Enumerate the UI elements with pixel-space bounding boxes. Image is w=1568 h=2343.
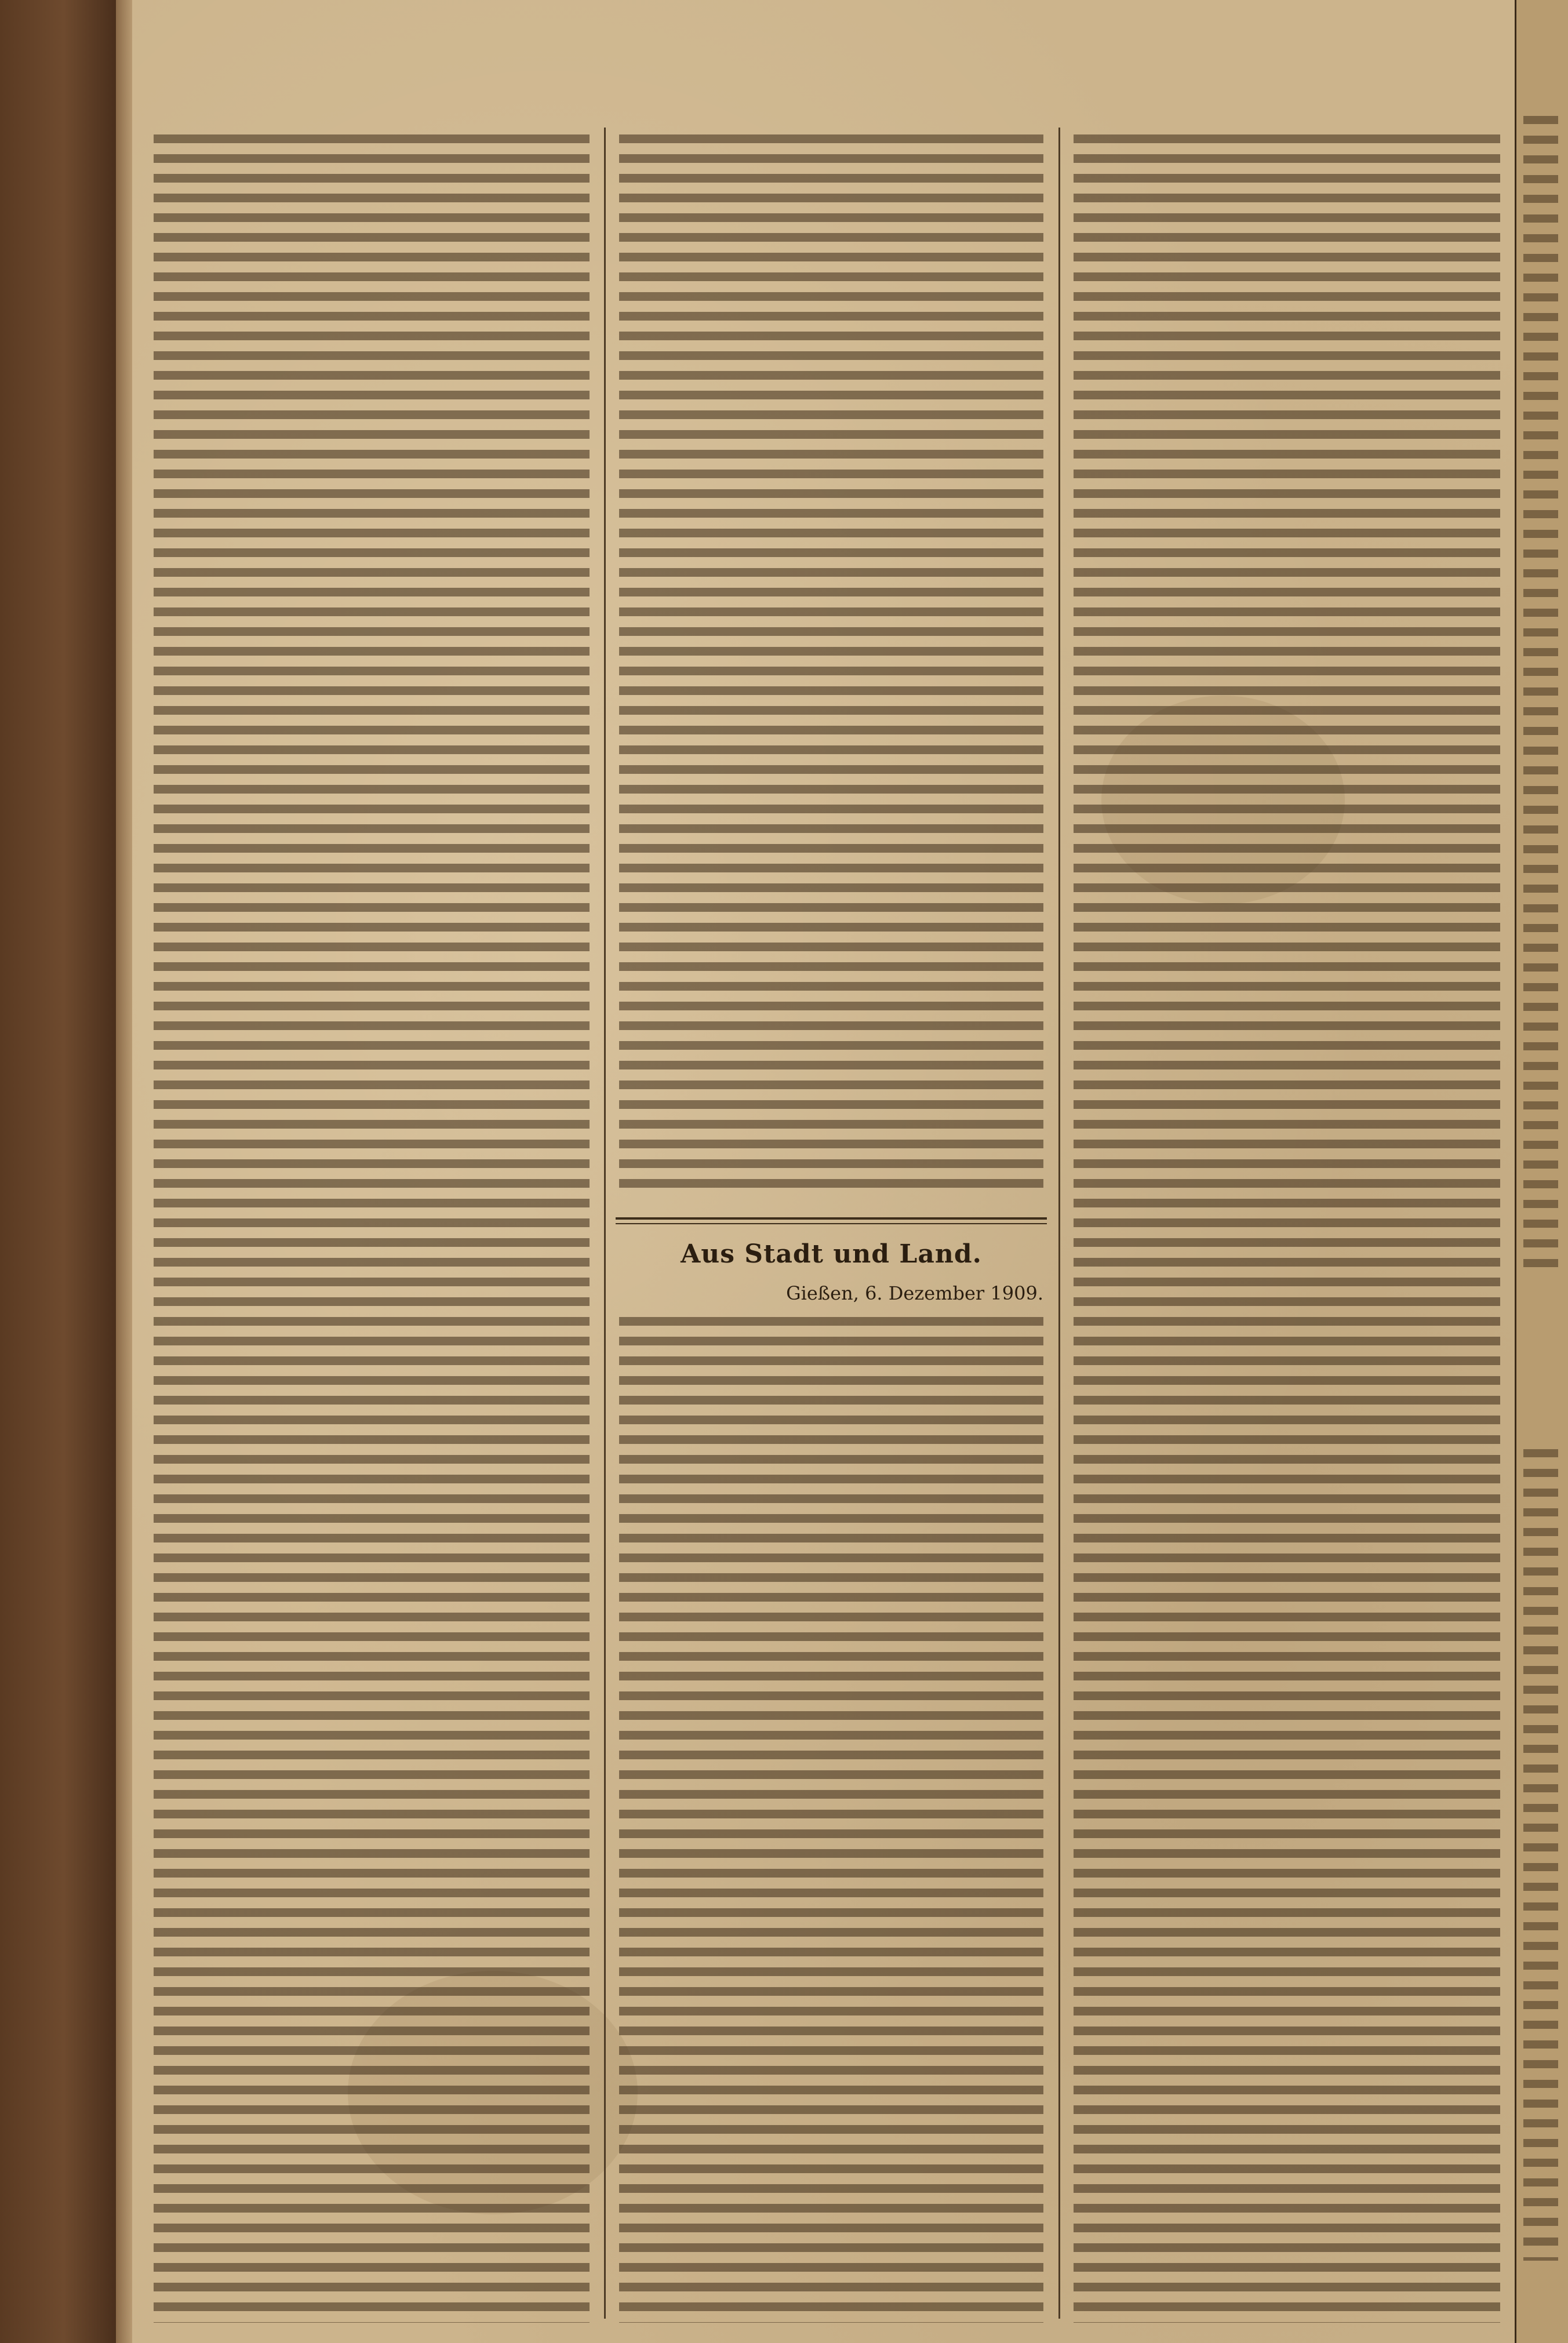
next-page-text-fragment [1523, 1449, 1558, 2261]
column-1-body-text [154, 134, 590, 2323]
column-rule [604, 128, 606, 2319]
page-gutter [1515, 0, 1516, 2343]
section-divider-rule-thin [616, 1223, 1047, 1224]
column-2-body-text-lower [619, 1317, 1043, 2323]
section-divider-rule [616, 1217, 1047, 1220]
binding-edge [116, 0, 132, 2343]
dateline: Gießen, 6. Dezember 1909. [786, 1282, 1043, 1304]
book-binding [0, 0, 116, 2343]
column-rule [1058, 128, 1060, 2319]
column-2-body-text-upper [619, 134, 1043, 1189]
next-page-text-fragment [1523, 116, 1558, 1275]
section-heading: Aus Stadt und Land. [681, 1239, 982, 1269]
column-3-body-text [1074, 134, 1500, 2323]
